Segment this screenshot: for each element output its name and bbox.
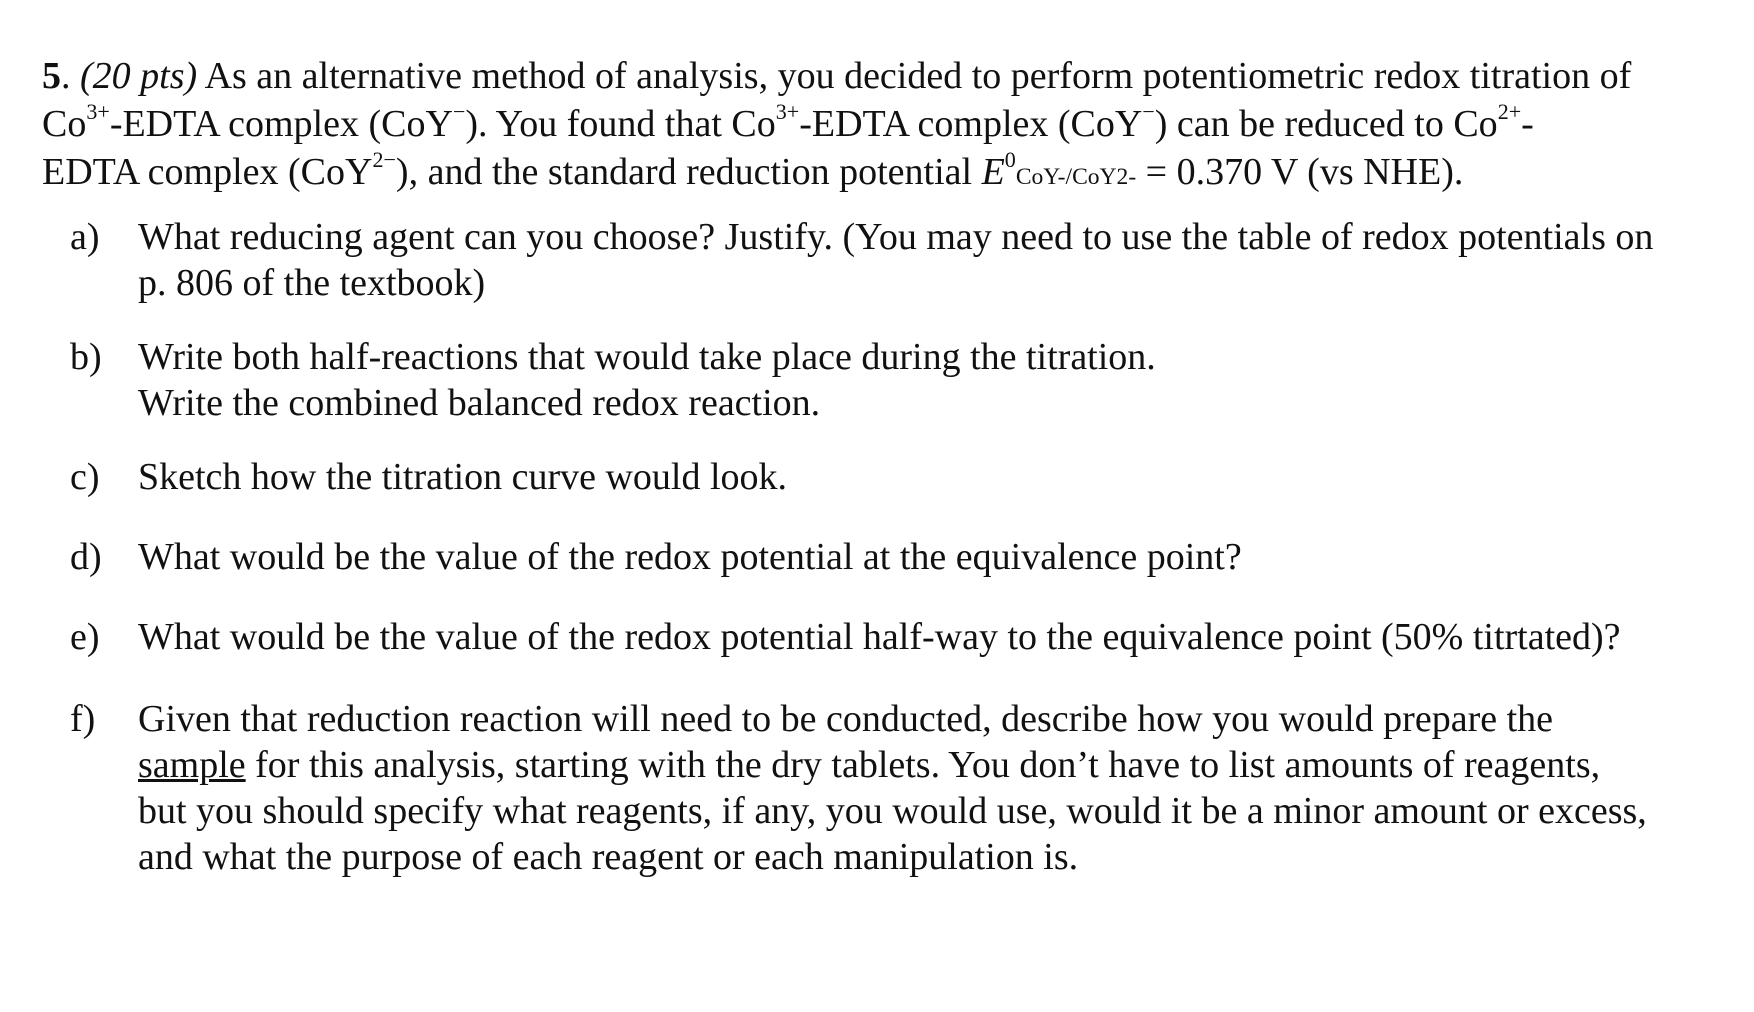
part-line: What would be the value of the redox potential half-way to the equivalence point (50% titrtated)? xyxy=(138,616,1621,658)
part-line: and what the purpose of each reagent or each manipulation is. xyxy=(138,836,1079,878)
question-number: 5 xyxy=(42,55,61,97)
charge-3plus: 3+ xyxy=(775,99,800,125)
species-co: Co xyxy=(42,103,87,145)
part-line: Given that reduction reaction will need to be conducted, describe how you would prepare the xyxy=(138,698,1554,740)
part-body xyxy=(138,696,1738,880)
part-line: What reducing agent can you choose? Justify. (You may need to use the table of redox potentials on xyxy=(138,216,1654,258)
intro-text: As an alternative method of analysis, you decided to perform potentiometric redox titration of xyxy=(204,55,1632,97)
part-body xyxy=(138,534,1738,580)
part-line: but you should specify what reagents, if any, you would use, would it be a minor amount or excess, xyxy=(138,790,1647,832)
part-line: Sketch how the titration curve would look. xyxy=(138,456,788,498)
part-line: Write the combined balanced redox reaction. xyxy=(138,382,821,424)
intro-text: ), and the standard reduction potential xyxy=(395,151,982,193)
intro-line-2 xyxy=(42,100,1732,148)
part-line xyxy=(138,742,1738,788)
intro-text: = 0.370 V (vs NHE). xyxy=(1136,151,1464,193)
part-letter: c) xyxy=(70,456,100,498)
part-line: What would be the value of the redox potential at the equivalence point? xyxy=(138,536,1242,578)
intro-line-1: 5. (20 pts) As an alternative method of analysis, you decided to perform potentiometric redox titration of xyxy=(42,55,1632,97)
intro-line-3 xyxy=(42,148,1732,201)
intro-text: EDTA complex (CoY xyxy=(42,151,373,193)
part-body xyxy=(138,214,1738,306)
intro-text: -EDTA complex (CoY xyxy=(109,103,453,145)
potential-superscript: 0 xyxy=(1004,147,1016,173)
part-letter: a) xyxy=(70,216,100,258)
charge-3plus: 3+ xyxy=(86,99,110,125)
underlined-word: sample xyxy=(138,744,246,786)
intro-text: -EDTA complex (CoY xyxy=(799,103,1143,145)
part-body xyxy=(138,454,1738,500)
charge-minus: − xyxy=(1142,99,1155,125)
part-body xyxy=(138,334,1738,426)
intro-text: ). You found that Co xyxy=(465,103,776,145)
part-letter: e) xyxy=(70,616,100,658)
charge-2plus: 2+ xyxy=(1497,99,1522,125)
part-letter: f) xyxy=(70,698,96,740)
part-letter: d) xyxy=(70,536,102,578)
question-intro xyxy=(42,52,1732,201)
charge-2minus: 2− xyxy=(372,147,396,173)
potential-subscript: CoY-/CoY2- xyxy=(1015,164,1137,190)
part-line: p. 806 of the textbook) xyxy=(138,262,486,304)
intro-text: - xyxy=(1521,103,1534,145)
part-line-text: for this analysis, starting with the dry tablets. You don’t have to list amounts of reagents, xyxy=(245,744,1601,786)
question-points: (20 pts) xyxy=(80,55,198,97)
part-letter: b) xyxy=(70,336,102,378)
part-body xyxy=(138,614,1738,660)
intro-text: ) can be reduced to Co xyxy=(1154,103,1498,145)
potential-symbol: E xyxy=(981,151,1005,193)
part-line: Write both half-reactions that would take place during the titration. xyxy=(138,336,1156,378)
charge-minus: − xyxy=(452,99,466,125)
